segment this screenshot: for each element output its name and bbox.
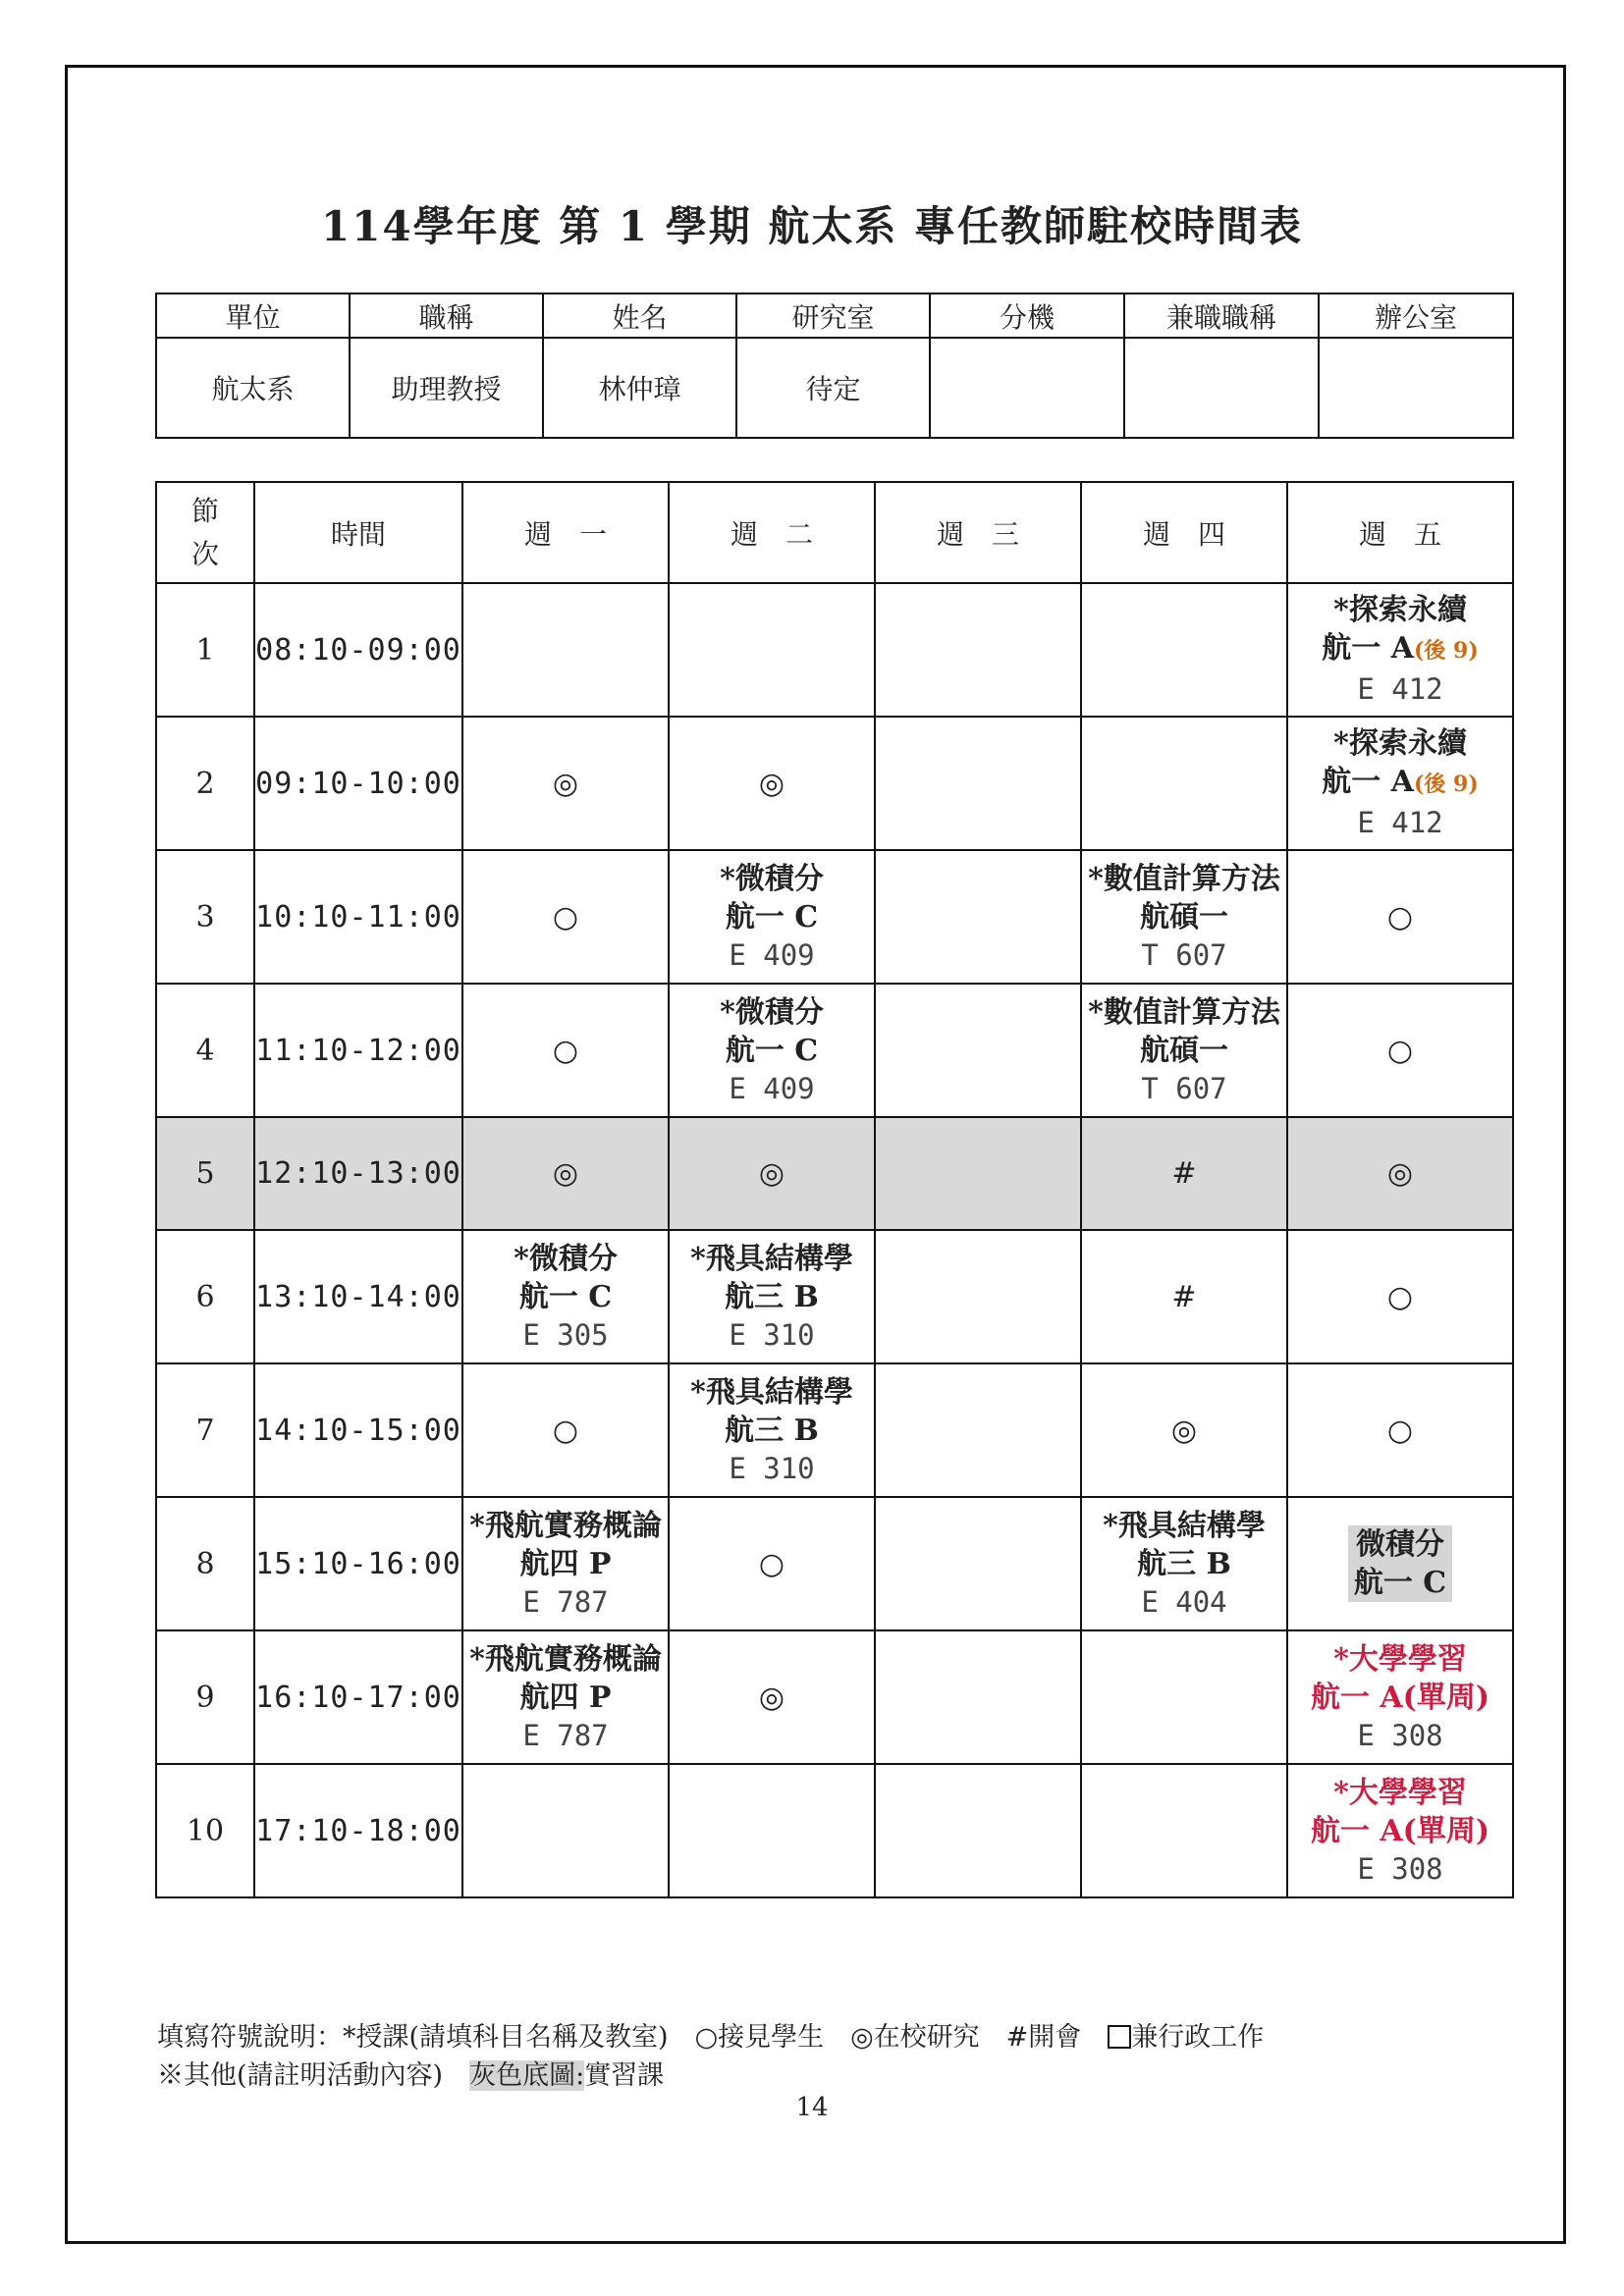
header-tuesday: 週 二 [669,482,875,583]
period-time: 13:10-14:00 [254,1230,462,1363]
meet-students-symbol: ○ [1287,984,1513,1117]
header-name: 姓名 [543,294,736,338]
info-header-row [156,294,1513,338]
course-name: *數值計算方法 [1088,861,1280,896]
course-name: *飛具結構學 [690,1241,853,1276]
course-room: T 607 [1141,1071,1227,1105]
cell-tue [669,583,875,717]
cell-wed [875,1230,1081,1363]
period-number: 5 [156,1117,254,1230]
course-name: *微積分 [720,994,824,1030]
schedule-row [156,583,1513,717]
cell-fri [1287,583,1513,717]
meet-students-symbol: ○ [669,1497,875,1630]
course-class: 航一 A(單周) [1310,1680,1490,1715]
course-room: E 409 [729,937,815,972]
course-note: (後 9) [1413,638,1479,664]
cell-wed [875,717,1081,850]
meet-students-symbol: ○ [1287,1230,1513,1363]
header-wednesday: 週 三 [875,482,1081,583]
course-name: 微積分 [1355,1527,1444,1562]
period-time: 11:10-12:00 [254,984,462,1117]
legend-gray-label: 灰色底圖: [469,2060,585,2091]
cell-fri [1287,1764,1513,1897]
course-class: 航三 B [725,1413,819,1448]
cell-fri [1287,717,1513,850]
course-note: (後 9) [1413,772,1479,797]
course-room: E 310 [729,1317,815,1352]
schedule-row [156,1764,1513,1897]
course-room: E 787 [522,1718,609,1752]
course-name: *飛航實務概論 [469,1641,662,1677]
period-time: 14:10-15:00 [254,1363,462,1497]
schedule-row [156,1363,1513,1497]
schedule-row-lunch [156,1117,1513,1230]
research-symbol: ◎ [462,1117,669,1230]
legend-text: 填寫符號說明：*授課(請填科目名稱及教室) ○接見學生 ◎在校研究 #開會 [157,2022,1109,2053]
schedule-row [156,1230,1513,1363]
cell-tue [669,1764,875,1897]
schedule-table [155,481,1514,1898]
schedule-row [156,850,1513,984]
header-office: 辦公室 [1319,294,1513,338]
header-period: 節 次 [156,482,254,583]
cell-wed [875,1363,1081,1497]
period-number: 3 [156,850,254,984]
course-class: 航一 C [1353,1566,1447,1600]
course-class: 航四 P [519,1546,612,1581]
period-number: 4 [156,984,254,1117]
schedule-row [156,717,1513,850]
schedule-row [156,984,1513,1117]
meet-students-symbol: ○ [1287,1363,1513,1497]
period-time: 16:10-17:00 [254,1630,462,1764]
course-class: 航一 C [518,1279,613,1314]
cell-wed [875,1117,1081,1230]
cell-fri [1287,1630,1513,1764]
cell-mon [462,1497,669,1630]
period-number: 6 [156,1230,254,1363]
period-number: 7 [156,1363,254,1497]
cell-thu [1081,1497,1287,1630]
research-symbol: ◎ [1287,1117,1513,1230]
course-class: 航三 B [1137,1546,1231,1581]
period-time: 12:10-13:00 [254,1117,462,1230]
cell-tue [669,1230,875,1363]
header-friday: 週 五 [1287,482,1513,583]
course-room: E 412 [1357,672,1443,706]
course-name: *飛具結構學 [690,1374,853,1410]
header-unit: 單位 [156,294,350,338]
period-number: 9 [156,1630,254,1764]
research-symbol: ◎ [462,717,669,850]
header-time: 時間 [254,482,462,583]
header-concurrent-title: 兼職職稱 [1124,294,1319,338]
value-title: 助理教授 [350,338,543,438]
cell-wed [875,984,1081,1117]
header-thursday: 週 四 [1081,482,1287,583]
teacher-info-table [155,293,1514,439]
course-name: *大學學習 [1333,1775,1467,1810]
meet-students-symbol: ○ [462,1363,669,1497]
course-class: 航四 P [519,1680,612,1715]
cell-tue [669,1363,875,1497]
cell-wed [875,1764,1081,1897]
legend-line-2 [157,2054,664,2092]
practice-course [1348,1525,1452,1602]
research-symbol: ◎ [669,717,875,850]
course-name: *探索永續 [1333,593,1467,627]
page-number: 14 [795,2093,829,2122]
course-class: 航一 C [725,1033,819,1068]
course-room: E 308 [1357,1718,1443,1752]
cell-wed [875,850,1081,984]
cell-mon [462,1630,669,1764]
course-room: E 308 [1357,1851,1443,1886]
period-number: 2 [156,717,254,850]
schedule-row [156,1630,1513,1764]
cell-tue [669,984,875,1117]
course-room: E 310 [729,1451,815,1485]
value-name: 林仲璋 [543,338,736,438]
cell-thu [1081,1764,1287,1897]
legend-admin: 兼行政工作 [1131,2022,1265,2053]
meet-students-symbol: ○ [462,850,669,984]
meet-students-symbol: ○ [462,984,669,1117]
course-class: 航一 A(後 9) [1322,765,1479,799]
course-class: 航一 A(後 9) [1322,631,1479,666]
period-number: 10 [156,1764,254,1897]
period-time: 15:10-16:00 [254,1497,462,1630]
header-monday: 週 一 [462,482,669,583]
period-time: 09:10-10:00 [254,717,462,850]
cell-mon [462,1764,669,1897]
period-number: 1 [156,583,254,717]
period-time: 17:10-18:00 [254,1764,462,1897]
research-symbol: ◎ [669,1117,875,1230]
cell-mon [462,1230,669,1363]
course-room: E 404 [1141,1584,1227,1619]
page-title: 114學年度 第 1 學期 航太系 專任教師駐校時間表 [320,202,1303,250]
course-class: 航三 B [725,1279,819,1314]
header-lab: 研究室 [736,294,930,338]
course-room: E 412 [1357,806,1443,839]
cell-wed [875,583,1081,717]
course-room: E 305 [522,1317,609,1352]
course-room: E 409 [729,1071,815,1105]
cell-thu [1081,583,1287,717]
cell-wed [875,1497,1081,1630]
course-name: *數值計算方法 [1088,994,1280,1030]
course-class: 航一 C [725,899,819,934]
meet-students-symbol: ○ [1287,850,1513,984]
period-time: 10:10-11:00 [254,850,462,984]
legend-line-1 [157,2015,1264,2054]
period-number: 8 [156,1497,254,1630]
course-name: *大學學習 [1333,1641,1467,1677]
course-name: *探索永續 [1333,726,1467,761]
checkbox-square-icon [1108,2025,1131,2049]
cell-thu [1081,984,1287,1117]
course-name: *飛航實務概論 [469,1508,662,1543]
value-concurrent-title [1124,338,1319,438]
schedule-header-row [156,482,1513,583]
research-symbol: ◎ [669,1630,875,1764]
cell-thu [1081,717,1287,850]
course-name: *飛具結構學 [1103,1508,1266,1543]
legend-other: ※其他(請註明活動內容) [157,2060,470,2091]
header-title: 職稱 [350,294,543,338]
research-symbol: ◎ [1081,1363,1287,1497]
course-class: 航一 A(單周) [1310,1813,1490,1848]
meeting-symbol: # [1081,1230,1287,1363]
value-extension [930,338,1124,438]
period-time: 08:10-09:00 [254,583,462,717]
course-class: 航碩一 [1140,899,1228,934]
cell-mon [462,583,669,717]
course-class: 航碩一 [1140,1033,1228,1068]
cell-fri-practice [1287,1497,1513,1630]
course-name: *微積分 [720,861,824,896]
cell-thu [1081,850,1287,984]
course-room: T 607 [1141,937,1227,972]
info-value-row [156,338,1513,438]
meeting-symbol: # [1081,1117,1287,1230]
schedule-row [156,1497,1513,1630]
cell-wed [875,1630,1081,1764]
cell-thu [1081,1630,1287,1764]
course-name: *微積分 [514,1241,618,1276]
value-office [1319,338,1513,438]
header-extension: 分機 [930,294,1124,338]
legend-practice: 實習課 [584,2060,665,2091]
course-room: E 787 [522,1584,609,1619]
value-lab: 待定 [736,338,930,438]
cell-tue [669,850,875,984]
value-unit: 航太系 [156,338,350,438]
